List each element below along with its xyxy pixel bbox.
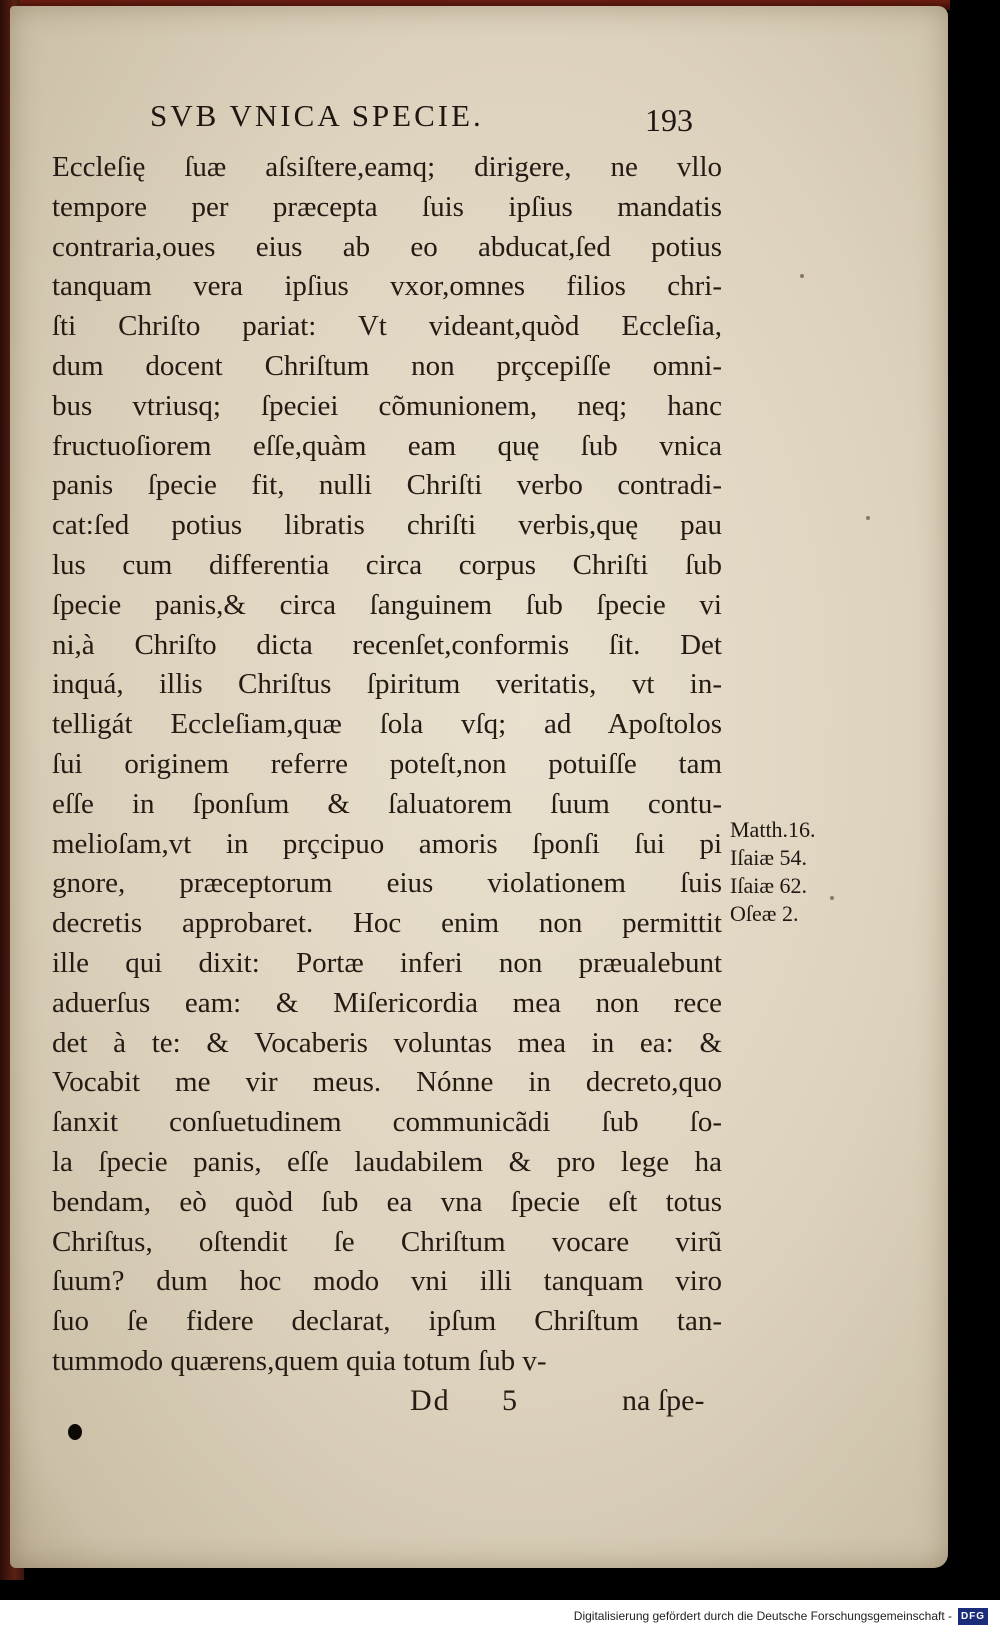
text-line: Eccleſię ſuæ aſsiſtere,eamq; dirigere, ne vllo (52, 151, 722, 183)
text-line: fructuoſiorem eſſe,quàm eam quę ſub vnica (52, 429, 722, 462)
text-line: melioſam,vt in prçcipuo amoris ſponſi ſui pi (52, 827, 722, 860)
text-line: bus vtriusq; ſpeciei cõmunionem, neq; hanc (52, 389, 722, 422)
text-line: ille qui dixit: Portæ inferi non præualebunt (52, 946, 722, 979)
marginal-note: Oſeæ 2. (730, 901, 799, 926)
credit-text: Digitalisierung gefördert durch die Deutsche Forschungsgemeinschaft - (573, 1609, 952, 1623)
text-line: ſti Chriſto pariat: Vt videant,quòd Eccleſia, (52, 310, 722, 343)
text-line: tempore per præcepta ſuis ipſius mandatis (52, 190, 722, 223)
marginal-notes (730, 816, 850, 928)
marginal-note: Iſaiæ 62. (730, 873, 807, 898)
paper-speck (830, 896, 834, 900)
page-footer (402, 1384, 732, 1424)
text-line: cat:ſed potius libratis chriſti verbis,quę pau (52, 509, 722, 542)
text-line: eſſe in ſponſum & ſaluatorem ſuum contu- (52, 787, 722, 820)
text-line: decretis approbaret. Hoc enim non permittit (52, 907, 722, 940)
marginal-note: Matth.16. (730, 817, 816, 842)
text-line: Chriſtus, oſtendit ſe Chriſtum vocare virũ (52, 1225, 722, 1258)
book-page (10, 6, 948, 1568)
text-line: ſanxit conſuetudinem communicãdi ſub ſo- (52, 1106, 722, 1139)
paper-speck (866, 516, 870, 520)
text-line: lus cum differentia circa corpus Chriſti ſub (52, 548, 722, 581)
running-head-title: SVB VNICA SPECIE. (150, 98, 484, 133)
credit-bar (0, 1600, 1000, 1636)
body-text (52, 148, 722, 1382)
dfg-logo: DFG (958, 1608, 988, 1625)
text-line: tummodo quærens,quem quia totum ſub v- (52, 1344, 547, 1377)
text-line: ſui originem referre poteſt,non potuiſſe tam (52, 747, 722, 780)
text-line: ſuum? dum hoc modo vni illi tanquam viro (52, 1265, 722, 1298)
signature-number: 5 (502, 1384, 517, 1417)
ink-blot (68, 1424, 82, 1440)
marginal-note: Iſaiæ 54. (730, 845, 807, 870)
text-line: inquá, illis Chriſtus ſpiritum veritatis, vt in- (52, 668, 722, 701)
catchword: na ſpe- (622, 1384, 705, 1417)
text-line: ni,à Chriſto dicta recenſet,conformis ſit. Det (52, 628, 722, 661)
text-line: dum docent Chriſtum non prçcepiſſe omni- (52, 349, 722, 382)
text-line: panis ſpecie fit, nulli Chriſti verbo contradi- (52, 469, 722, 502)
text-line: ſuo ſe fidere declarat, ipſum Chriſtum tan- (52, 1305, 722, 1338)
text-line: bendam, eò quòd ſub ea vna ſpecie eſt totus (52, 1185, 722, 1218)
page-number: 193 (645, 102, 693, 138)
text-line: ſpecie panis,& circa ſanguinem ſub ſpecie vi (52, 588, 722, 621)
signature-mark: Dd (410, 1384, 451, 1417)
text-line: la ſpecie panis, eſſe laudabilem & pro lege ha (52, 1145, 722, 1178)
text-line: tanquam vera ipſius vxor,omnes filios chri- (52, 270, 722, 303)
text-line: telligát Eccleſiam,quæ ſola vſq; ad Apoſtolos (52, 708, 722, 741)
text-line: Vocabit me vir meus. Nónne in decreto,quo (52, 1066, 722, 1099)
text-line: aduerſus eam: & Miſericordia mea non rece (52, 986, 722, 1019)
text-line: contraria,oues eius ab eo abducat,ſed potius (52, 230, 722, 263)
paper-speck (800, 274, 804, 278)
text-line: det à te: & Vocaberis voluntas mea in ea: & (52, 1026, 722, 1059)
running-head (150, 98, 710, 146)
text-line: gnore, præceptorum eius violationem ſuis (52, 867, 722, 900)
